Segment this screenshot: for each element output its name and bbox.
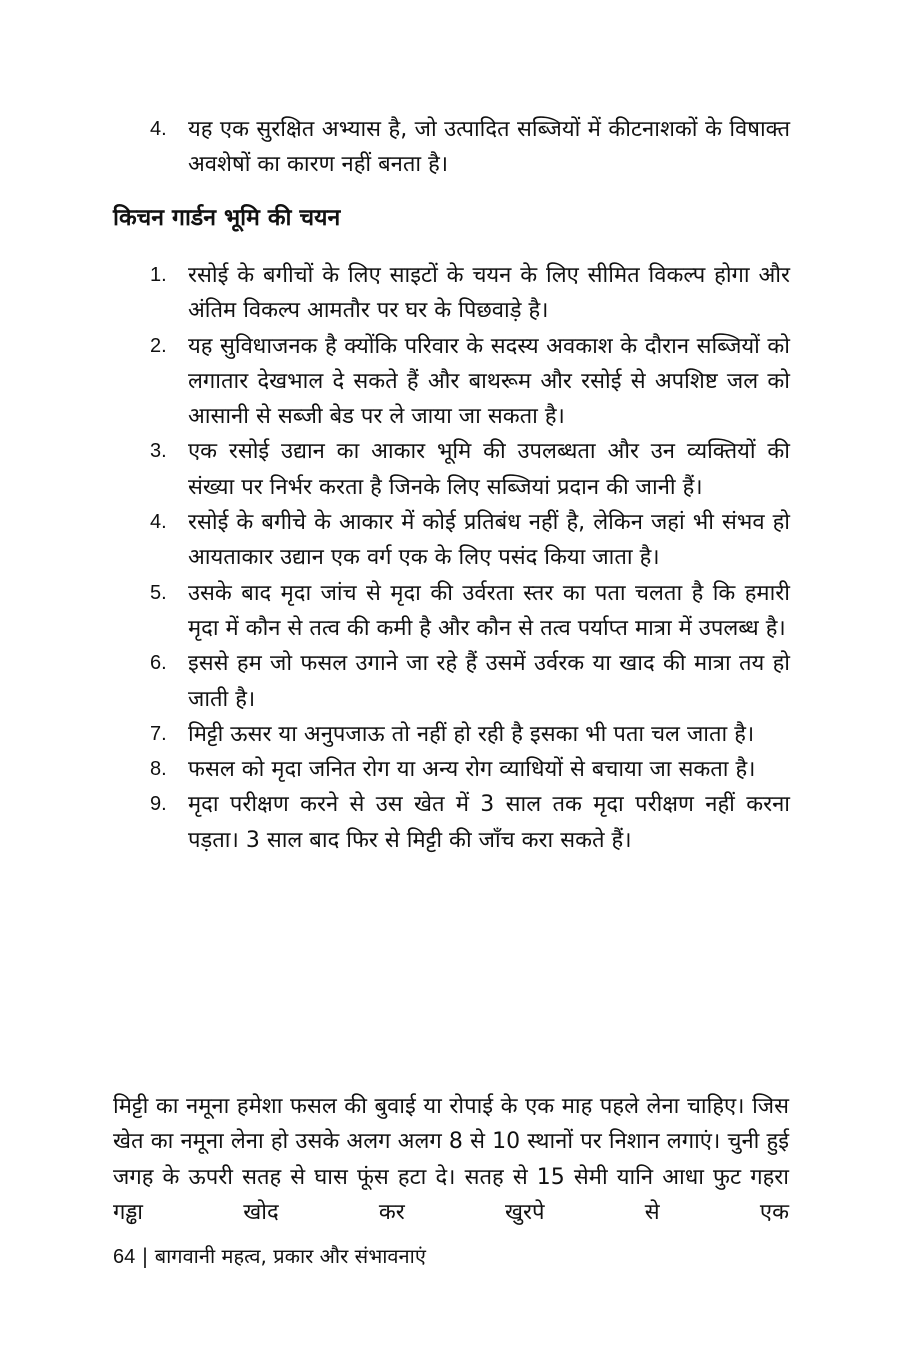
list-item-number: 7.	[150, 722, 167, 745]
list-item-number: 9.	[150, 793, 167, 816]
list-item	[150, 112, 790, 183]
list-item-number: 3.	[150, 440, 167, 463]
list-item-text: मृदा परीक्षण करने से उस खेत में 3 साल तक मृदा परीक्षण नहीं करना पड़ता। 3 साल बाद फिर से मिट्टी की जाँच करा सकते हैं।	[188, 792, 790, 853]
list-item	[150, 434, 790, 505]
list-item	[150, 505, 790, 576]
list-item	[150, 329, 790, 435]
list-item-number: 2.	[150, 334, 167, 357]
list-item-text: रसोई के बगीचों के लिए साइटों के चयन के लिए सीमित विकल्प होगा और अंतिम विकल्प आमतौर पर घर के पिछवाड़े है।	[188, 263, 790, 324]
page-footer	[113, 1241, 426, 1272]
list-item-text: रसोई के बगीचे के आकार में कोई प्रतिबंध नहीं है, लेकिन जहां भी संभव हो आयताकार उद्यान एक वर्ग एक के लिए पसंद किया जाता है।	[188, 510, 790, 571]
body-paragraph: मिट्टी का नमूना हमेशा फसल की बुवाई या रोपाई के एक माह पहले लेना चाहिए। जिस खेत का नमूना लेना हो उसके अलग अलग 8 से 10 स्थानों पर निशान लगाएं। चुनी हुई जगह के ऊपरी सतह से घास फूंस हटा दे। सतह से 15 सेमी यानि आधा फुट गहरा गड्ढा खोद कर खुरपे से एक	[113, 1094, 789, 1225]
list-item-text: इससे हम जो फसल उगाने जा रहे हैं उसमें उर्वरक या खाद की मात्रा तय हो जाती है।	[188, 651, 790, 712]
list-item	[150, 752, 790, 787]
list-item	[150, 717, 790, 752]
list-item	[150, 576, 790, 647]
book-title: बागवानी महत्व, प्रकार और संभावनाएं	[154, 1244, 426, 1268]
list-item-number: 6.	[150, 652, 167, 675]
list-item-text: यह एक सुरक्षित अभ्यास है, जो उत्पादित सब्जियों में कीटनाशकों के विषाक्त अवशेषों का कारण नहीं बनता है।	[188, 117, 790, 178]
list-item-number: 8.	[150, 758, 167, 781]
continued-list	[150, 112, 790, 183]
list-item-text: एक रसोई उद्यान का आकार भूमि की उपलब्धता और उन व्यक्तियों की संख्या पर निर्भर करता है जिनके लिए सब्जियां प्रदान की जानी हैं।	[188, 439, 790, 500]
list-item-text: उसके बाद मृदा जांच से मृदा की उर्वरता स्तर का पता चलता है कि हमारी मृदा में कौन से तत्व की कमी है और कौन से तत्व पर्याप्त मात्रा में उपलब्ध है।	[188, 580, 790, 641]
list-item-text: मिट्टी ऊसर या अनुपजाऊ तो नहीं हो रही है इसका भी पता चल जाता है।	[188, 721, 755, 747]
section-heading: किचन गार्डन भूमि की चयन	[113, 205, 341, 231]
list-item	[150, 646, 790, 717]
list-item-text: फसल को मृदा जनित रोग या अन्य रोग व्याधियों से बचाया जा सकता है।	[188, 757, 756, 783]
list-item	[150, 787, 790, 858]
numbered-list	[150, 258, 790, 858]
page-number: 64	[113, 1246, 136, 1268]
list-item-number: 5.	[150, 581, 167, 604]
list-item	[150, 258, 790, 329]
footer-separator: |	[135, 1244, 155, 1268]
list-item-number: 4.	[150, 118, 167, 140]
list-item-number: 1.	[150, 264, 167, 286]
list-item-text: यह सुविधाजनक है क्योंकि परिवार के सदस्य अवकाश के दौरान सब्जियों को लगातार देखभाल दे सकते हैं और बाथरूम और रसोई से अपशिष्ट जल को आसानी से सब्जी बेड पर ले जाया जा सकता है।	[188, 333, 790, 430]
list-item-number: 4.	[150, 511, 167, 534]
